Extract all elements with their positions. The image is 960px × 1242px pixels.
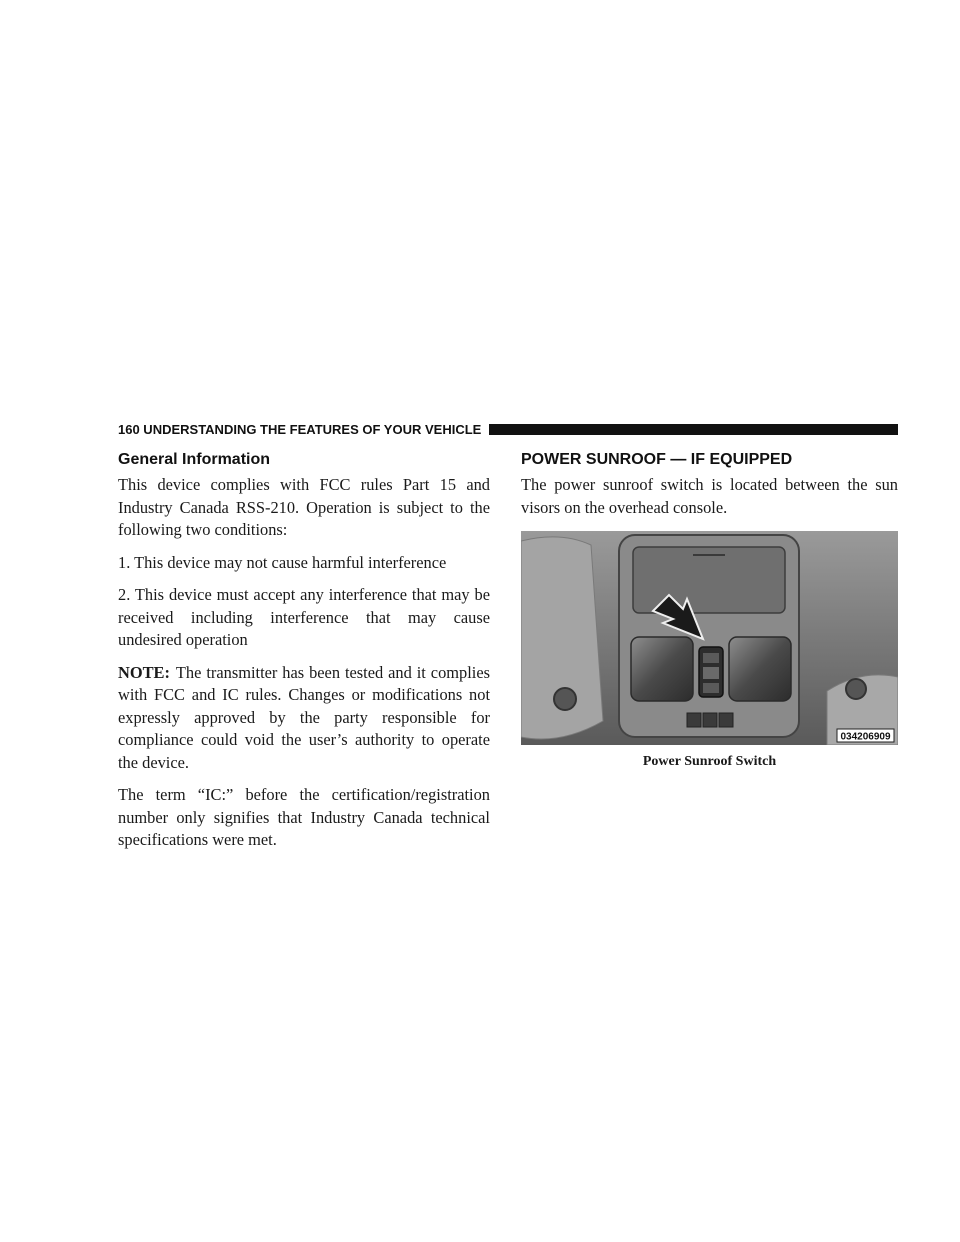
overhead-console-illustration xyxy=(521,531,898,745)
page-header-text: 160 UNDERSTANDING THE FEATURES OF YOUR VEHICLE xyxy=(118,421,482,437)
overhead-console-photo xyxy=(521,531,898,745)
right-column xyxy=(521,450,898,770)
figure-caption: Power Sunroof Switch xyxy=(642,754,777,769)
note-text: The transmitter has been tested and it complies with FCC and IC rules. Changes or modifications not expressly approved by the party responsible for compliance could void the user’s authority to operate the device. xyxy=(118,662,490,772)
paragraph-fcc-compliance: This device complies with FCC rules Part 15 and Industry Canada RSS-210. Operation is subject to the following two conditions: xyxy=(118,475,490,539)
paragraph-condition-2: 2. This device must accept any interference that may be received including interference that may cause undesired operation xyxy=(118,585,490,649)
header-rule xyxy=(489,424,898,435)
section-heading-general-information: General Information xyxy=(118,451,271,468)
figure-code: 034206909 xyxy=(840,731,891,743)
paragraph-ic-term: The term “IC:” before the certification/registration number only signifies that Industry Canada technical specifications were met. xyxy=(118,785,490,849)
note-label: NOTE: xyxy=(118,662,170,682)
note-paragraph xyxy=(118,662,490,775)
paragraph-sunroof-location: The power sunroof switch is located between the sun visors on the overhead console. xyxy=(521,475,898,517)
paragraph-condition-1: 1. This device may not cause harmful interference xyxy=(118,552,447,572)
left-column xyxy=(118,450,490,862)
section-heading-power-sunroof: POWER SUNROOF — IF EQUIPPED xyxy=(521,451,793,468)
page-header xyxy=(118,421,898,437)
